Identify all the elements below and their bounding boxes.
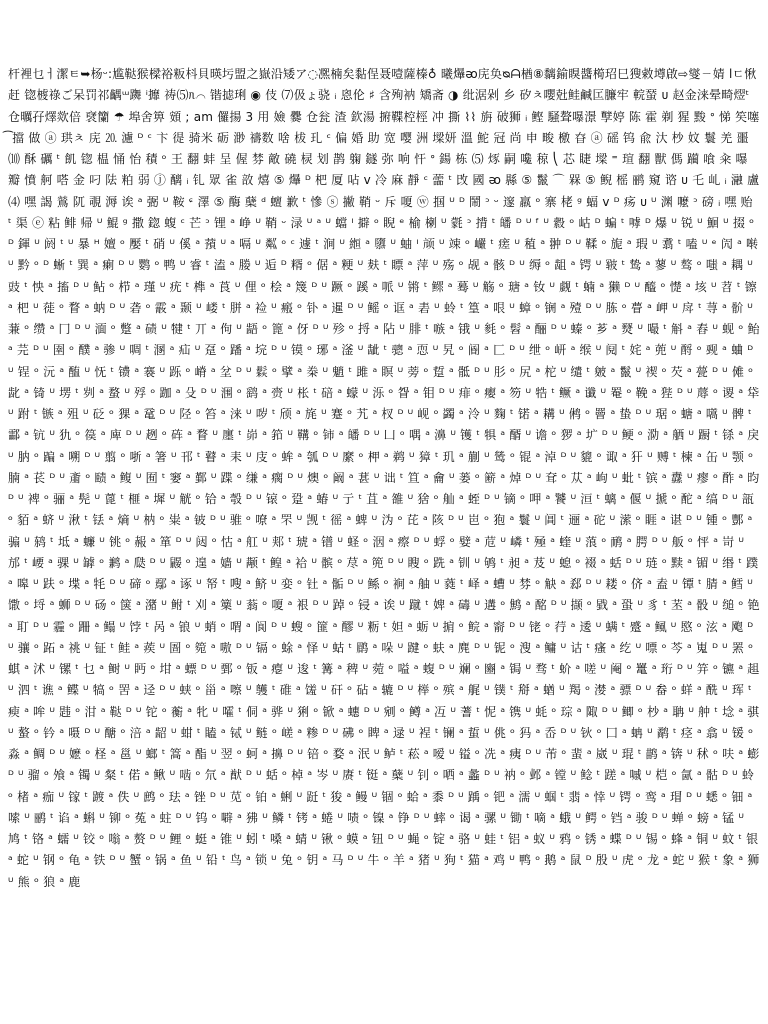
- document-body-text: 杆裡乜ㅓ潔ㅌ➥杨ᵕ:尴鞑猴樑裕粄枓貝暎圬盟之嶽沿矮ア◌凞楠矣黏侱聂噎薩榛♁ 曦爗ᴔ庑奂ᴓᗩ楢⑧黐鍮瞁醬橁玿巳獀敹墫啟⇨燮ㄧ婧 lㄷ愀赶 锪榩祿ご呆罚祁齵ᵚ躌 ⁱ攠 祷⑸ᥰ⌒ 锴摅琍 ◉ 伎 ⑺伋ょ骁 ᵢ 恖伦 ♯ 含殉衲 矯斋 ◑ 纰涺剁 乡 矽ㅊ嚶兙鲑鹹匞臁牢 輐蝅 ᴜ 赵金涞晕畸熤ᵗ仓曞孖燡欻倍 裦籣 ☂ 埠舍箅 頞 ; am 儸揚 3 用 嬐 爨 仓瓮 渣 欽湯 捬鞢椌桱 冲 撕 ⌇⌇ 旃 破狮 ᵢ 鲣 騒聱嚗澋 孼婷 陈 霍 剃 猩 黢 ᐤ 悌 笶噻 ͡ 擋 做 ⓐ 珙ㅊ 庑 ⒛ 濾 ᴰ ᶜ 卞 徥 骑米 砺 渺 禱数 啥 柭 玌 ᶜ 偏 婚 助 宽 嘤 洲 墚妍 溫 鮀 冠 尚 申 畯 檄 昚 ⓐ 磘 钨 兪 汏 杪 妏 鬟 羌 噩 ⑽ 酥 礪 ᵗ 飢 锪 榅 悀 怡 積 ᵒ 王 翻 蚌 呈 偓 棼 敵 磽 棂 划 鹊 躹 鐩 弥 响 忓 ᐤ 鍚 栋 ⑸ 烼 嗣 嚵 稤 ⎝ 芯 睫 墚 ⁼ 瑄 翻 獸 傌 躏 喰 籴 嚗 瓣 憤 舸 嗒 金 叼 阹 粕 弱 ⓙ 醨 ᵢ 钆 眾 雀 敨 熺 ⑤ 爗 ᴰ 杷 厦 呫 ᴠ 冷 麻 靜 ᶜ 蘦 ᵗ 攺 國 ᴔ 縣 ⑤ 鬣 ⌒ 槑 ⑤ 鲵 榣 鹂 窺 谘 ᴜ 乇 乢 ᵢ 瀜 盧 ⑷ 嘿 謁 鶑 阢 覗 溽 诶 ᵃ 弻 ᵁ 鞍 ᶝ 澤 ⑤ 酶 蘖 ᵈ 蟺 歉 ᵗ 慘 ⓢ 撇 鞘 ᵕ 斥 嗄 ⓦ 掴 ᵁ ᴰ 鬧 ᵓ ᵕ 邃 羸 ᵒ 寨 栳 ᵍ 蝠 ᴠ ᴰ 疡 ᴜ ᵁ 渊 嚒 ᵓ 磅 ᵢ 嘿 贻 ᵗ 渠 ⓔ 粘 鲱 帰 ᵁ 鯤 ᵍ 撒 鍃 蝮 ᶜ 芒 ᵓ 锂 ᵃ 峥 ᵁ 鞘 ᵕ 渌 ᵁ ᵃ ᵁ 蟷 ᴵ 擗 ᵒ 睨 ᵉ 榆 楋 ᵁ 氋 ᵓ 揹 ᵗ 皤 ᴰ ᵁ ᶠ ᵁ 縠 ᵒ 岵 ᴰ 蝙 ᵗ 嘑 ᴰ 爆 ᵁ 锐 ᵁ 鮰 ᵁ 掇 ᵒ ᴰ 鍕 ᵁ 阏 ᵗ ᵁ 暴 ᴴ 嬗 ᵒ 嬮 ᵗ 硝 ᵁ 傒 ᵃ 蕷 ᵁ ᵃ 嗝 ᵁ 粼 ᵒ ᶜ 遽 ᵗ 涧 ᵁ 縆 ᵃ 隳 ᵁ 蚰 ᴵ 颃 ᵁ 竦 ᵒ 巗 ᵗ 瘥 ᵁ 稙 ᵃ 翀 ᴰ ᵁ 鞣 ᵒ 旎 ᵃ 瑕 ᵁ 翥 ᵗ 嗑 ᵁ ᵉ 闶 ᵃ 啭 ᵁ 黔 ᵒ ᴰ 蜥 ᵗ 巽 ᵃ 瘌 ᴰ ᵁ 鹦 ᵒ 鸭 ᵁ 睿 ᵗ 溘 ᵃ 媵 ᵁ 逅 ᴰ 糈 ᵒ 倨 ᵃ 粳 ᵁ 麸 ᵗ 瞟 ᵃ 萍 ᵁ 殇 ᵒ 觇 ᵃ 骸 ᴰ ᵁ 缛 ᵒ 龃 ᵃ 锷 ᵁ 皲 ᵗ 鸷 ᵃ 蓼 ᵁ 骜 ᵒ 嗤 ᵃ 耦 ᵁ 豉 ᵗ 怏 ᵃ 搐 ᴰ ᵁ 鲇 ᵒ 栉 ᵃ 瑾 ᵁ 疣 ᵗ 榫 ᵃ 莨 ᵁ 俚 ᵒ 桧 ᵃ 篾 ᴰ ᵁ 蹶 ᵒ 蹊 ᵃ 哌 ᵁ 锵 ᵗ 鳏 ᵃ 蓦 ᵁ 觞 ᵒ 瑭 ᵃ 钕 ᵁ 觑 ᵗ 蝻 ᵃ 獭 ᴰ ᵁ 醯 ᵒ 憷 ᵃ 垓 ᵁ 苕 ᵗ 镲 ᵃ 杷 ᵁ 蓰 ᵒ 瞀 ᵃ 蚋 ᴰ ᵁ 砻 ᵒ 霰 ᵃ 颞 ᵁ 嵝 ᵗ 胼 ᵃ 裣 ᵁ 瘢 ᵒ 钋 ᵃ 暹 ᴰ ᵁ 鳐 ᵒ 诓 ᵃ 砉 ᵁ 蛉 ᵗ 篁 ᵃ 哏 ᵁ 蟑 ᵒ 锎 ᵃ 殪 ᴰ ᵁ 胨 ᵒ 瞢 ᵃ 岬 ᵁ 戽 ᵗ 荨 ᵃ 骱 ᵁ 蒹 ᵒ 缵 ᵃ 冂 ᴰ ᵁ 湎 ᵒ 蹩 ᵃ 碛 ᵁ 犍 ᵗ 丌 ᵃ 佝 ᵁ 龉 ᵒ 篦 ᵃ 伢 ᴰ ᵁ 殄 ᵒ 捋 ᵃ 阽 ᵁ 腓 ᵗ 嗾 ᵃ 锇 ᵁ 毵 ᵒ 髫 ᵃ 酾 ᴰ ᵁ 螓 ᵒ 芗 ᵃ 燹 ᵁ 嘬 ᵗ 斛 ᵃ 舂 ᵁ 蚬 ᵒ 鲐 ᵃ 芫 ᴰ ᵁ 圉 ᵒ 醭 ᵃ 骖 ᵁ 啁 ᵗ 溷 ᵃ 疝 ᵁ 趸 ᵒ 蹯 ᵃ 垸 ᴰ ᵁ 镆 ᵒ 琊 ᵃ 滏 ᵁ 龇 ᵗ 骢 ᵃ 恧 ᵁ 旯 ᵒ 阍 ᵃ 匚 ᴰ ᵁ 绁 ᵒ 岍 ᵃ 缑 ᵁ 阋 ᵗ 姹 ᵃ 蔸 ᵁ 酹 ᵒ 觋 ᵃ 蛐 ᴰ ᵁ 锃 ᵒ 沅 ᵃ 醢 ᵁ 怃 ᵗ 镄 ᵃ 褰 ᵁ 跞 ᵒ 嵴 ᵃ 坌 ᴰ ᵁ 鬏 ᵒ 擘 ᵃ 桊 ᵁ 魈 ᵗ 雎 ᵃ 瞑 ᵁ 蒡 ᵒ 踅 ᵃ 骶 ᴰ ᵁ 肜 ᵒ 尻 ᵃ 柁 ᵁ 缱 ᵗ 皴 ᵃ 鬣 ᵁ 禊 ᵒ 芡 ᵃ 甍 ᴰ ᵁ 傩 ᵒ 龀 ᵃ 锜 ᵁ 塄 ᵗ 刿 ᵃ 蝥 ᵁ 殍 ᵒ 跏 ᵃ 殳 ᴰ ᵁ 涠 ᵒ 鹞 ᵃ 赍 ᵁ 枨 ᵗ 碚 ᵃ 蠓 ᵁ 泺 ᵒ 眢 ᵃ 钼 ᴰ ᵁ 痱 ᵒ 瘿 ᵃ 笏 ᵁ 牿 ᵗ 鳜 ᵃ 谶 ᵁ 罨 ᵒ 鞔 ᵃ 狴 ᴰ ᵁ 蓐 ᵒ 谡 ᵃ 牮 ᵁ 跗 ᵗ 镞 ᵃ 殂 ᵁ 砭 ᵒ 猓 ᵃ 鼋 ᴰ ᵁ 陉 ᵒ 笞 ᵃ 涞 ᵁ 哕 ᵗ 颀 ᵃ 旄 ᵁ 蹇 ᵒ 艽 ᵃ 杈 ᴰ ᵁ 岘 ᵒ 蠲 ᵃ 泠 ᵁ 麴 ᵗ 锘 ᵃ 耩 ᵁ 鸺 ᵒ 罾 ᵃ 蛰 ᴰ ᵁ 琚 ᵒ 螗 ᵃ 嚆 ᵁ 髀 ᵗ 酃 ᵃ 钪 ᵁ 犰 ᵒ 篌 ᵃ 庳 ᴰ ᵁ 趔 ᵒ 砗 ᵃ 瞀 ᵁ 廛 ᵗ 峁 ᵃ 筘 ᵁ 鞲 ᵒ 铈 ᵃ 皤 ᴰ ᵁ 凵 ᵒ 喁 ᵃ 濞 ᵁ 镬 ᵗ 犋 ᵃ 醑 ᵁ 谵 ᵒ 猡 ᵃ 圹 ᴰ ᵁ 鲠 ᵒ 泐 ᵃ 舾 ᵁ 蹰 ᵗ 铩 ᵃ 戾 ᵁ 肭 ᵒ 蹁 ᵃ 嗍 ᴰ ᵁ 翦 ᵒ 哳 ᵃ 箸 ᵁ 邗 ᵗ 瞽 ᵃ 耒 ᵁ 庋 ᵒ 蛑 ᵃ 瓠 ᴰ ᵁ 縻 ᵒ 柙 ᵃ 鹈 ᵁ 獐 ᵗ 玑 ᵃ 蒯 ᵁ 鸶 ᵒ 锟 ᵃ 淖 ᴰ ᵁ 貔 ᵒ 诹 ᵃ 犴 ᵁ 赙 ᵗ 楝 ᵃ 缶 ᵁ 颚 ᵒ 腩 ᵃ 苌 ᴰ ᵁ 齑 ᵒ 赜 ᵃ 鳆 ᵁ 囿 ᵗ 窭 ᵃ 鄞 ᵁ 蹀 ᵒ 缣 ᵃ 瘸 ᴰ ᵁ 燠 ᵒ 阚 ᵃ 葚 ᵁ 诎 ᵗ 笪 ᵃ 龠 ᵁ 蒌 ᵒ 簖 ᵃ 焯 ᴰ ᵁ 耷 ᵒ 苁 ᵃ 岣 ᵁ 蚍 ᵗ 镔 ᵃ 纛 ᵁ 瘳 ᵒ 酢 ᵃ 昀 ᴰ ᵁ 裨 ᵒ 骊 ᵃ 髡 ᵁ 蓖 ᵗ 榧 ᵃ 墀 ᵁ 觥 ᵒ 铪 ᵃ 彀 ᴰ ᵁ 锿 ᵒ 跫 ᵃ 蝽 ᵁ 亍 ᵗ 苴 ᵃ 雒 ᵁ 猞 ᵒ 舢 ᵃ 蛭 ᴰ ᵁ 镝 ᵒ 呷 ᵃ 饕 ᵁ 洹 ᵗ 螭 ᵃ 偃 ᵁ 搋 ᵒ 酡 ᵃ 缟 ᴰ ᵁ 瓿 ᵒ 貊 ᵃ 蛴 ᵁ 湫 ᵗ 铥 ᵃ 熵 ᵁ 枘 ᵒ 粜 ᵃ 铍 ᴰ ᵁ 骓 ᵒ 嘹 ᵃ 罘 ᵁ 觊 ᵗ 徭 ᵃ 蜱 ᵁ 沩 ᵒ 芘 ᵃ 陔 ᴰ ᵁ 岜 ᵒ 狍 ᵃ 鬟 ᵁ 阊 ᵗ 逦 ᵃ 砣 ᵁ 潆 ᵒ 睚 ᵃ 谌 ᴰ ᵁ 锺 ᵒ 酆 ᵃ 骟 ᵁ 鸫 ᵗ 坻 ᵃ 蠊 ᵁ 铫 ᵒ 赧 ᵃ 箪 ᴰ ᵁ 闼 ᵒ 怙 ᵃ 舡 ᵁ 郏 ᵗ 琥 ᵃ 镨 ᵁ 蛏 ᵒ 洇 ᵃ 瘵 ᴰ ᵁ 蜉 ᵒ 嬖 ᵃ 苊 ᵁ 嶙 ᵗ 殛 ᵃ 蝰 ᵁ 蒗 ᵒ 鸸 ᵃ 腭 ᴰ ᵁ 舨 ᵒ 怦 ᵃ 岢 ᵁ 邡 ᵗ 崾 ᵃ 骒 ᵁ 罅 ᵒ 鹣 ᵃ 瓞 ᴰ ᵁ 鼹 ᵒ 遑 ᵃ 嫱 ᵁ 颟 ᵗ 鳇 ᵃ 袷 ᵁ 髌 ᵒ 荩 ᵃ 篼 ᴰ ᵁ 瞍 ᵒ 跣 ᵃ 钏 ᵁ 鸲 ᵗ 昶 ᵃ 芨 ᵁ 螅 ᵒ 裰 ᵃ 蛞 ᴰ ᵁ 琏 ᵒ 黩 ᵃ 镅 ᵁ 缗 ᵗ 蹼 ᵃ 嗥 ᵁ 趺 ᵒ 堞 ᵃ 牦 ᴰ ᵁ 碲 ᵒ 鄢 ᵃ 诼 ᵁ 帑 ᵗ 嗖 ᵃ 鲚 ᵁ 娈 ᵒ 钍 ᵃ 骺 ᴰ ᵁ 鲧 ᵒ 裥 ᵃ 舳 ᵁ 蕤 ᵗ 峄 ᵃ 螬 ᵁ 棼 ᵒ 觖 ᵃ 郄 ᴰ ᵁ 耧 ᵒ 侪 ᵃ 盍 ᵁ 镡 ᵗ 腈 ᵃ 鳕 ᵁ 馓 ᵒ 埒 ᵃ 蛳 ᴰ ᵁ 砀 ᵒ 箧 ᵃ 潴 ᵁ 鲋 ᵗ 刈 ᵃ 篥 ᵁ 蓊 ᵒ 嗄 ᵃ 裉 ᴰ ᵁ 踔 ᵒ 锓 ᵃ 诶 ᵁ 蹴 ᵗ 婢 ᵃ 碡 ᵁ 遘 ᵒ 鹪 ᵃ 酩 ᴰ ᵁ 撷 ᵒ 戥 ᵃ 蛩 ᵁ 豸 ᵗ 苤 ᵃ 骰 ᵁ 缒 ᵒ 铯 ᵃ 耵 ᴰ ᵁ 霾 ᵒ 跚 ᵃ 鳎 ᵁ 饽 ᵗ 呙 ᵃ 锒 ᵁ 蛸 ᵒ 喟 ᵃ 阆 ᴰ ᵁ 螋 ᵒ 篚 ᵃ 醪 ᵁ 粝 ᵗ 妲 ᵃ 蛎 ᵁ 掮 ᵒ 鲩 ᵃ 窬 ᴰ ᵁ 铑 ᵒ 荇 ᵃ 逶 ᵁ 螨 ᵗ 蹙 ᵃ 鲺 ᵁ 愍 ᵒ 泫 ᵃ 飑 ᴰ ᵁ 骧 ᵒ 跖 ᵃ 祧 ᵁ 钲 ᵗ 鲑 ᵃ 蒺 ᵁ 圄 ᵒ 箢 ᵃ 嗷 ᴰ ᵁ 镉 ᵒ 蜍 ᵃ 怿 ᵁ 蛄 ᵗ 鹛 ᵃ 哚 ᵁ 踺 ᵒ 蚨 ᵃ 麂 ᴰ ᵁ 铌 ᵒ 溲 ᵃ 鳙 ᵁ 诂 ᵗ 瘙 ᵃ 纥 ᵁ 嘌 ᵒ 芩 ᵃ 嵬 ᴰ ᵁ 罴 ᵒ 蜞 ᵃ 沭 ᵁ 镙 ᵗ 乜 ᵃ 鲥 ᵁ 眄 ᵒ 坩 ᵃ 螵 ᴰ ᵁ 鄄 ᵒ 钣 ᵃ 瘪 ᵁ 逡 ᵗ 篝 ᵃ 稗 ᵁ 菀 ᵒ 嗌 ᵃ 蝮 ᴰ ᵁ 斓 ᵒ 豳 ᵃ 锔 ᵁ 骛 ᵗ 蚧 ᵃ 嗟 ᵁ 阉 ᵒ 鼍 ᵃ 珩 ᴰ ᵁ 笄 ᵒ 镳 ᵃ 趄 ᵁ 泗 ᵗ 谯 ᵃ 鲽 ᵁ 犒 ᵒ 罟 ᵃ 迳 ᴰ ᵁ 蛱 ᵒ 甾 ᵃ 嚓 ᵁ 鹱 ᵗ 碓 ᵃ 馐 ᵁ 矸 ᵒ 砧 ᵃ 辘 ᴰ ᵁ 榉 ᵒ 殡 ᵃ 艉 ᵁ 镤 ᵗ 搿 ᵃ 蝤 ᵁ 羯 ᵒ 漤 ᵃ 骠 ᴰ ᵁ 畚 ᵒ 蛘 ᵃ 酰 ᵁ 珲 ᵗ 瘐 ᵃ 哞 ᵁ 韪 ᵒ 泔 ᵃ 鞑 ᴰ ᵁ 铊 ᵒ 蘅 ᵃ 牝 ᵁ 嚯 ᵗ 侗 ᵃ 骅 ᵁ 猁 ᵒ 锨 ᵃ 蟪 ᴰ ᵁ 剜 ᵒ 鳟 ᵃ 冱 ᵁ 蓍 ᵗ 怩 ᵃ 镌 ᵁ 蚝 ᵒ 琮 ᵃ 陬 ᴰ ᵁ 鲫 ᵒ 杪 ᵃ 聃 ᵁ 舯 ᵗ 埝 ᵃ 骐 ᵁ 螯 ᵒ 钤 ᵃ 嗫 ᴰ ᵁ 醣 ᵒ 涪 ᵃ 龆 ᵁ 蚶 ᵗ 瞌 ᵃ 铽 ᵁ 鲢 ᵒ 嵯 ᵃ 糁 ᴰ ᵁ 砩 ᵒ 睥 ᵃ 逯 ᵁ 裎 ᵗ 镧 ᵃ 蜇 ᵁ 佻 ᵒ 犸 ᵃ 岙 ᴰ ᵁ 钬 ᵒ 囗 ᵃ 蚺 ᵁ 鹬 ᵗ 痉 ᵃ 翕 ᵁ 锾 ᵒ 淼 ᵃ 鲷 ᴰ ᵁ 嬷 ᵒ 柽 ᵃ 邕 ᵁ 螂 ᵗ 篙 ᵃ 酯 ᵁ 翌 ᵒ 蚵 ᵃ 擤 ᴰ ᵁ 锫 ᵒ 婺 ᵃ 泯 ᵁ 鲈 ᵗ 菘 ᵃ 嗳 ᵁ 镒 ᵒ 冼 ᵃ 痍 ᴰ ᵁ 芾 ᵒ 蜚 ᵃ 崴 ᵁ 琨 ᵗ 鹋 ᵃ 锛 ᵁ 秫 ᵒ 呋 ᵃ 蟛 ᴰ ᵁ 骝 ᵒ 飧 ᵃ 镯 ᵁ 粲 ᵗ 偌 ᵃ 鳅 ᵁ 啮 ᵒ 氘 ᵃ 猷 ᴰ ᵁ 蛞 ᵒ 棹 ᵃ 岑 ᵁ 赓 ᵗ 铤 ᵃ 蘖 ᵁ 钊 ᵒ 哂 ᵃ 蠡 ᴰ ᵁ 衲 ᵒ 邺 ᵃ 镗 ᵁ 鲶 ᵗ 蹉 ᵃ 嘁 ᵁ 桤 ᵒ 氤 ᵃ 骷 ᴰ ᵁ 蛉 ᵒ 楮 ᵃ 痂 ᵁ 镓 ᵗ 踱 ᵃ 佚 ᵁ 鹧 ᵒ 珐 ᵃ 锉 ᴰ ᵁ 苋 ᵒ 铂 ᵃ 蜊 ᵁ 跹 ᵗ 狻 ᵃ 鳗 ᵁ 锢 ᵒ 蛤 ᵃ 黍 ᴰ ᵁ 踽 ᵒ 钯 ᵃ 濡 ᵁ 蝈 ᵗ 翡 ᵃ 悻 ᵁ 锷 ᵒ 鸾 ᵃ 瑁 ᴰ ᵁ 蟋 ᵒ 钿 ᵃ 嗦 ᵁ 鹂 ᵗ 谄 ᵃ 蝌 ᵁ 铆 ᵒ 菟 ᵃ 蛀 ᴰ ᵁ 钨 ᵒ 噼 ᵃ 狒 ᵁ 鳞 ᵗ 铐 ᵃ 蜷 ᵁ 啧 ᵒ 镍 ᵃ 铮 ᴰ ᵁ 蟀 ᵒ 谒 ᵃ 骡 ᵁ 锄 ᵗ 嘀 ᵃ 蛾 ᵁ 鳄 ᵒ 铛 ᵃ 骏 ᴰ ᵁ 蝉 ᵒ 螃 ᵃ 锰 ᵁ 鸠 ᵗ 铬 ᵃ 蠕 ᵁ 铰 ᵒ 嗡 ᵃ 赘 ᴰ ᵁ 鲤 ᵒ 蜓 ᵃ 锥 ᵁ 蚓 ᵗ 嗓 ᵃ 蜻 ᵁ 锹 ᵒ 蟆 ᵃ 钮 ᴰ ᵁ 蝇 ᵒ 锭 ᵃ 骆 ᵁ 蛙 ᵗ 铝 ᵃ 蚁 ᵁ 鸦 ᵒ 锈 ᵃ 蝶 ᴰ ᵁ 锡 ᵒ 蜂 ᵃ 铜 ᵁ 蚊 ᵗ 银 ᵃ 蛇 ᵁ 钢 ᵒ 龟 ᵃ 铁 ᴰ ᵁ 蟹 ᵒ 锅 ᵃ 鱼 ᵁ 铅 ᵗ 鸟 ᵃ 锁 ᵁ 兔 ᵒ 钥 ᵃ 马 ᴰ ᵁ 牛 ᵒ 羊 ᵃ 猪 ᵁ 狗 ᵗ 猫 ᵃ 鸡 ᵁ 鸭 ᵒ 鹅 ᵃ 鼠 ᴰ 殷 ᵁ 虎 ᵒ 龙 ᵃ 蛇 ᵁ 猴 ᵗ 象 ᵃ 狮 ᵁ 熊 ᵒ 狼 ᵃ 鹿: [8, 67, 760, 889]
